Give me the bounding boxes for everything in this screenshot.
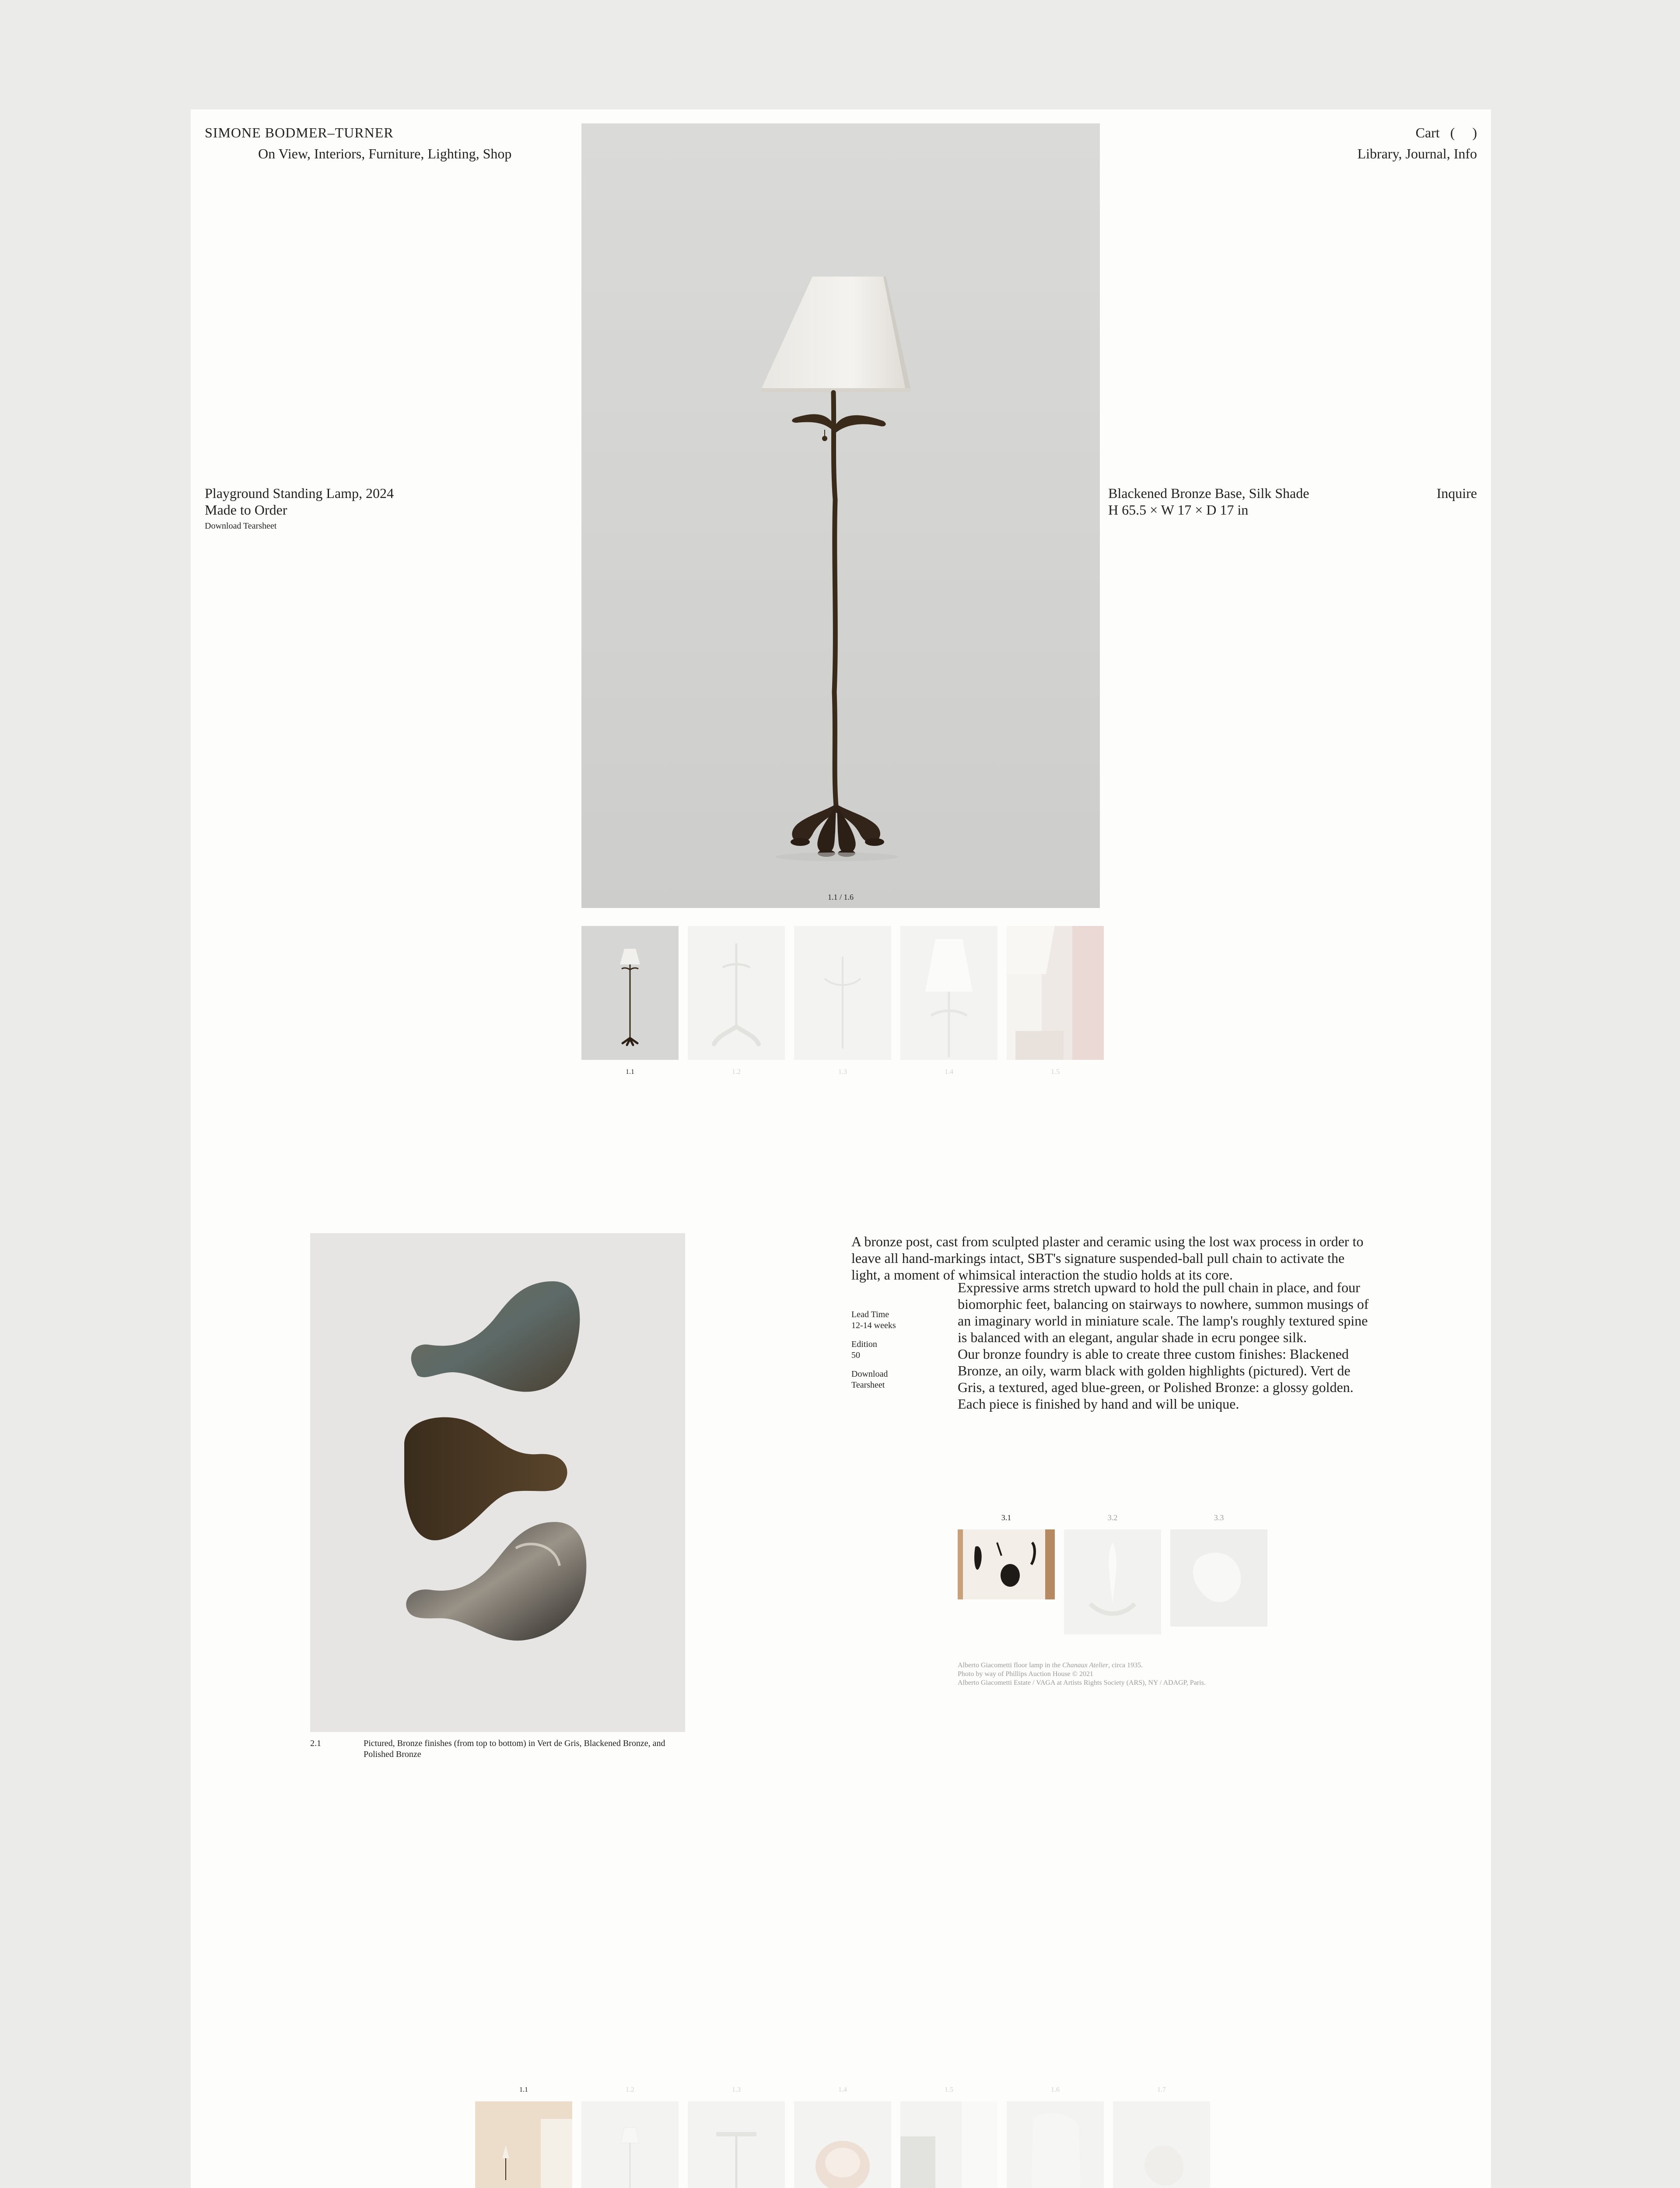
exhibition-icon (900, 2101, 998, 2188)
reference-thumbnail-1[interactable] (958, 1529, 1055, 1599)
reference-label-2: 3.2 (1107, 1513, 1118, 1522)
reference-label-3: 3.3 (1214, 1513, 1224, 1522)
credit-line1-pre: Alberto Giacometti floor lamp in the (958, 1662, 1063, 1669)
room-scene-icon (1007, 926, 1104, 1060)
lamp-detail-icon (794, 926, 891, 1060)
lamp-thumbnail-icon (581, 926, 679, 1060)
finish-caption: Pictured, Bronze finishes (from top to bottom) in Vert de Gris, Blackened Bronze, and Polished Bronze (364, 1739, 665, 1759)
product-meta (851, 1309, 943, 1399)
nav-on-view[interactable]: On View, (258, 146, 311, 161)
thumbnail-label-5: 1.5 (1051, 1068, 1060, 1076)
cart-label: Cart (1415, 125, 1440, 140)
bronze-samples-illustration (310, 1233, 685, 1732)
related-label-1: 1.1 (519, 2086, 528, 2093)
reference-thumbnail-3[interactable] (1170, 1529, 1267, 1627)
product-availability: Made to Order (205, 502, 287, 518)
cart-paren-open: ( (1450, 125, 1455, 140)
tearsheet-link[interactable]: Tearsheet (851, 1380, 885, 1390)
nav-info[interactable]: Info (1453, 146, 1477, 161)
thumbnail-5[interactable] (1007, 926, 1104, 1060)
credit-line1-em: Chanaux Atelier (1062, 1662, 1109, 1669)
description-paragraph-1: Expressive arms stretch upward to hold the pull chain in place, and four biomorphic feet, balancing on stairways to nowhere, summon musings of an imaginary world in miniature scale. The lamp's roughly textured spine is balanced with an elegant, angular shade in ecru pongee silk. (958, 1280, 1369, 1345)
inquire-button[interactable]: Inquire (1436, 485, 1477, 501)
related-item-1[interactable] (475, 2101, 572, 2188)
lamp-illustration (581, 123, 1100, 908)
secondary-nav (1358, 145, 1477, 162)
download-label: Download (851, 1369, 888, 1379)
thumbnail-label-3: 1.3 (838, 1068, 847, 1076)
thumbnail-2[interactable] (688, 926, 785, 1060)
related-label-5: 1.5 (945, 2086, 953, 2093)
product-title: Playground Standing Lamp, 2024 (205, 485, 394, 501)
relief-photo-icon (1170, 1529, 1267, 1627)
thumbnail-1[interactable] (581, 926, 679, 1060)
lead-time-value: 12-14 weeks (851, 1321, 896, 1330)
reference-credit-line-2: Photo by way of Phillips Auction House © 2021 (958, 1670, 1093, 1678)
thumbnail-label-1: 1.1 (626, 1068, 634, 1076)
bronze-finishes-image (310, 1233, 685, 1732)
nav-lighting[interactable]: Lighting, (427, 146, 480, 161)
thumbnail-4[interactable] (900, 926, 998, 1060)
lead-time-label: Lead Time (851, 1310, 889, 1319)
reference-thumbnail-2[interactable] (1064, 1529, 1161, 1634)
nav-furniture[interactable]: Furniture, (368, 146, 424, 161)
product-main-image[interactable] (581, 123, 1100, 908)
interior-scene-icon (475, 2101, 572, 2188)
atelier-photo-icon (958, 1529, 1055, 1599)
thumbnail-label-4: 1.4 (945, 1068, 953, 1076)
brand-logo[interactable]: SIMONE BODMER–TURNER (205, 125, 394, 140)
reference-label-1: 3.1 (1001, 1513, 1012, 1522)
product-description-body (958, 1279, 1376, 1412)
related-label-4: 1.4 (838, 2086, 847, 2093)
related-item-2[interactable] (581, 2101, 679, 2188)
related-label-7: 1.7 (1157, 2086, 1166, 2093)
vessel-icon (794, 2101, 891, 2188)
related-item-3[interactable] (688, 2101, 785, 2188)
related-label-6: 1.6 (1051, 2086, 1060, 2093)
credit-line1-post: , circa 1935. (1108, 1662, 1143, 1669)
nav-library[interactable]: Library, (1357, 146, 1402, 161)
lamp-shade-icon (900, 926, 998, 1060)
nav-journal[interactable]: Journal, (1405, 146, 1450, 161)
related-item-4[interactable] (794, 2101, 891, 2188)
gallery-counter: 1.1 / 1.6 (827, 893, 854, 901)
side-table-icon (688, 2101, 785, 2188)
related-item-6[interactable] (1007, 2101, 1104, 2188)
product-dimensions: H 65.5 × W 17 × D 17 in (1108, 502, 1249, 518)
finish-image-number: 2.1 (310, 1739, 321, 1748)
thumbnail-3[interactable] (794, 926, 891, 1060)
edition-label: Edition (851, 1339, 877, 1349)
thumbnail-label-2: 1.2 (732, 1068, 741, 1076)
sculpture-icon (1007, 2101, 1104, 2188)
related-item-5[interactable] (900, 2101, 998, 2188)
nav-interiors[interactable]: Interiors, (314, 146, 365, 161)
related-item-7[interactable] (1113, 2101, 1210, 2188)
product-materials: Blackened Bronze Base, Silk Shade (1108, 485, 1309, 501)
description-paragraph-2: Our bronze foundry is able to create three custom finishes: Blackened Bronze, an oily, warm black with golden highlights (pictured). Vert de Gris, a textured, aged blue-green, or Polished Bronze: a glossy golden. Each piece is finished by hand and will be unique. (958, 1346, 1354, 1412)
download-tearsheet-link[interactable]: Download Tearsheet (205, 521, 277, 531)
ceramic-object-icon (1113, 2101, 1210, 2188)
cart-link[interactable] (1416, 124, 1477, 141)
reference-credit (958, 1661, 1308, 1687)
edition-value: 50 (851, 1350, 860, 1360)
sculpture-photo-icon (1064, 1529, 1161, 1634)
page-content (191, 109, 1491, 2188)
reference-credit-line-3: Alberto Giacometti Estate / VAGA at Artists Rights Society (ARS), NY / ADAGP, Paris. (958, 1679, 1206, 1687)
reference-credit-line-1 (958, 1661, 1308, 1670)
lamp-sketch-icon (688, 926, 785, 1060)
product-description-intro: A bronze post, cast from sculpted plaster and ceramic using the lost wax process in order to leave all hand-markings intact, SBT's signature suspended-ball pull chain to activate the light, a moment of whimsical interaction the studio holds at its core. (851, 1234, 1364, 1283)
product-specs (1108, 485, 1309, 518)
cart-paren-close: ) (1472, 125, 1477, 140)
product-title-block (205, 485, 394, 532)
related-label-3: 1.3 (732, 2086, 741, 2093)
primary-nav (258, 145, 511, 162)
lamp-product-icon (581, 2101, 679, 2188)
related-label-2: 1.2 (626, 2086, 634, 2093)
nav-shop[interactable]: Shop (483, 146, 512, 161)
